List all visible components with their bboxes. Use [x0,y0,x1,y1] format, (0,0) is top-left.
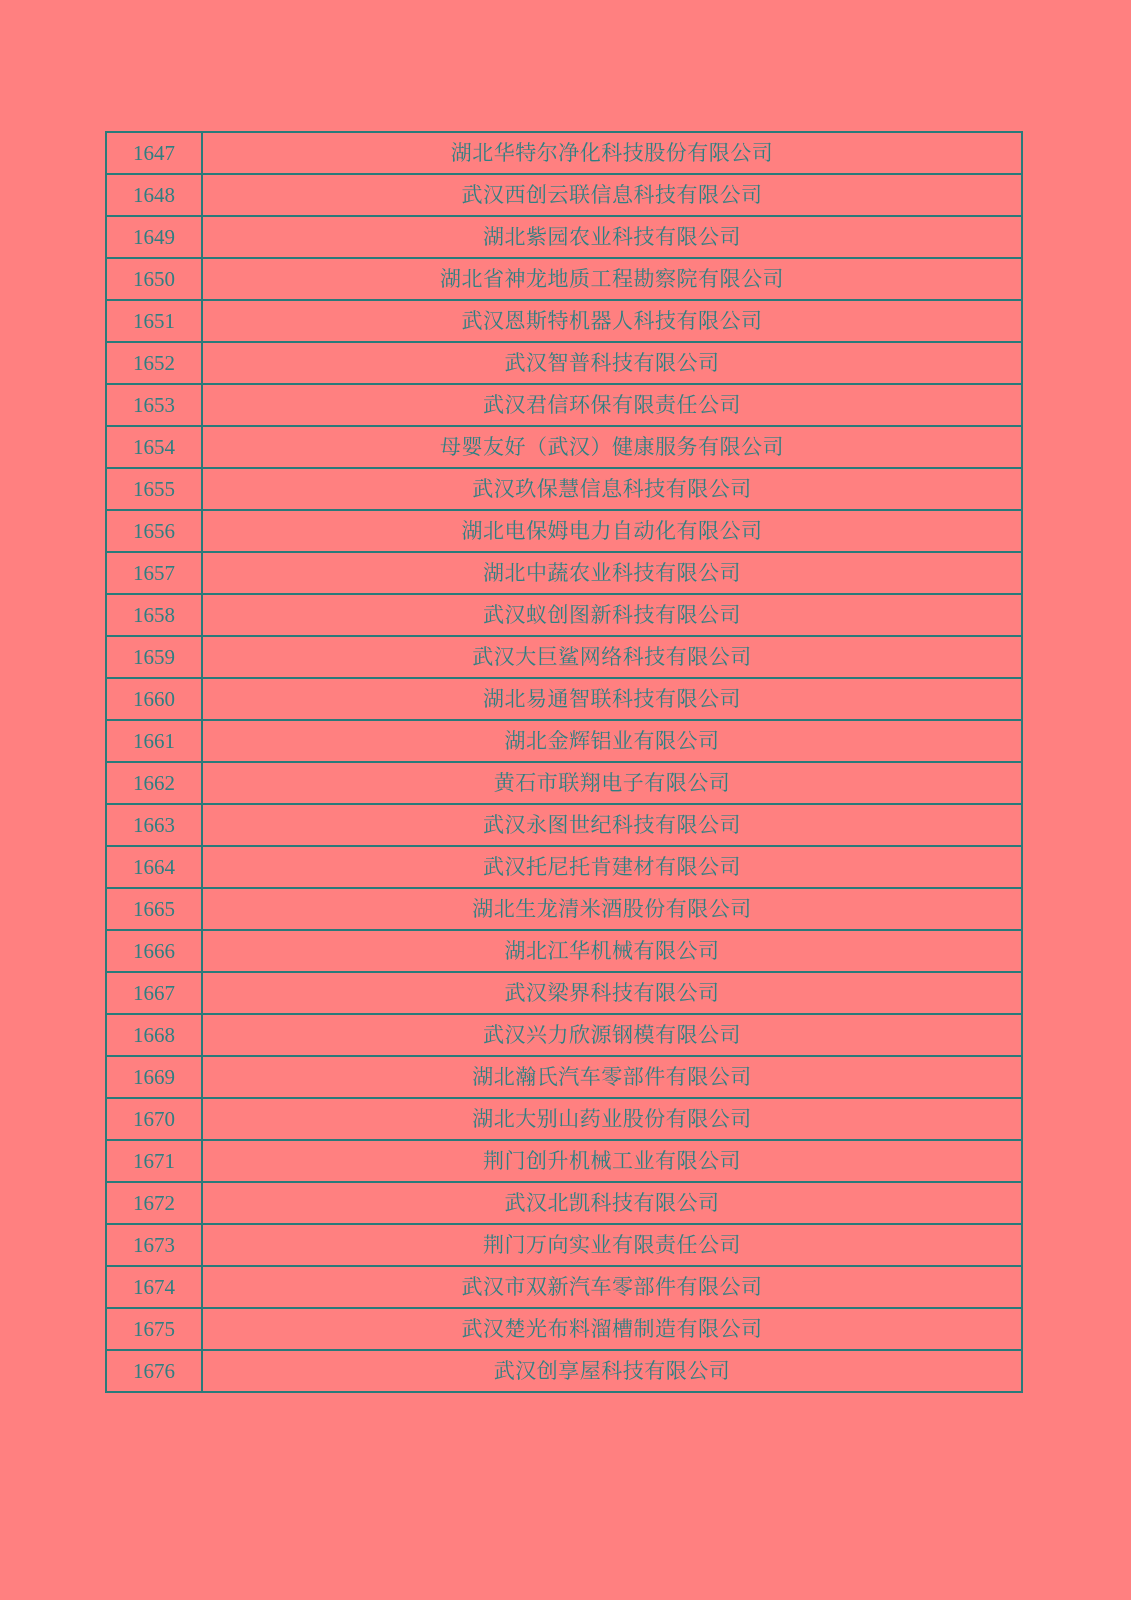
table-row [106,342,1022,384]
table-row [106,1140,1022,1182]
company-name: 武汉兴力欣源钢模有限公司 [202,1014,1022,1056]
company-name: 湖北紫园农业科技有限公司 [202,216,1022,258]
row-number: 1660 [106,678,202,720]
row-number: 1658 [106,594,202,636]
row-number: 1659 [106,636,202,678]
table-row [106,972,1022,1014]
company-name: 湖北瀚氏汽车零部件有限公司 [202,1056,1022,1098]
table-row [106,132,1022,174]
table-row [106,468,1022,510]
table-row [106,1266,1022,1308]
company-name: 武汉君信环保有限责任公司 [202,384,1022,426]
row-number: 1654 [106,426,202,468]
row-number: 1673 [106,1224,202,1266]
company-name: 武汉西创云联信息科技有限公司 [202,174,1022,216]
row-number: 1647 [106,132,202,174]
company-name: 母婴友好（武汉）健康服务有限公司 [202,426,1022,468]
company-name: 湖北易通智联科技有限公司 [202,678,1022,720]
table-row [106,1182,1022,1224]
company-name: 武汉永图世纪科技有限公司 [202,804,1022,846]
company-name: 武汉大巨鲨网络科技有限公司 [202,636,1022,678]
row-number: 1664 [106,846,202,888]
row-number: 1655 [106,468,202,510]
row-number: 1668 [106,1014,202,1056]
company-name: 武汉梁界科技有限公司 [202,972,1022,1014]
table-row [106,1350,1022,1392]
row-number: 1649 [106,216,202,258]
row-number: 1669 [106,1056,202,1098]
row-number: 1650 [106,258,202,300]
table-row [106,1098,1022,1140]
row-number: 1670 [106,1098,202,1140]
table-row [106,846,1022,888]
company-name: 湖北华特尔净化科技股份有限公司 [202,132,1022,174]
company-name: 湖北中蔬农业科技有限公司 [202,552,1022,594]
company-name: 武汉楚光布料溜槽制造有限公司 [202,1308,1022,1350]
row-number: 1663 [106,804,202,846]
company-name: 湖北省神龙地质工程勘察院有限公司 [202,258,1022,300]
row-number: 1676 [106,1350,202,1392]
table-row [106,636,1022,678]
table-row [106,258,1022,300]
row-number: 1652 [106,342,202,384]
row-number: 1651 [106,300,202,342]
table-row [106,384,1022,426]
company-name: 黄石市联翔电子有限公司 [202,762,1022,804]
table-row [106,804,1022,846]
row-number: 1661 [106,720,202,762]
company-name: 武汉创享屋科技有限公司 [202,1350,1022,1392]
company-name: 武汉托尼托肯建材有限公司 [202,846,1022,888]
table-row [106,720,1022,762]
company-name: 武汉玖保慧信息科技有限公司 [202,468,1022,510]
table-row [106,762,1022,804]
table-row [106,930,1022,972]
company-name: 荆门万向实业有限责任公司 [202,1224,1022,1266]
row-number: 1662 [106,762,202,804]
company-name: 湖北生龙清米酒股份有限公司 [202,888,1022,930]
table-row [106,426,1022,468]
row-number: 1674 [106,1266,202,1308]
company-name: 荆门创升机械工业有限公司 [202,1140,1022,1182]
row-number: 1656 [106,510,202,552]
row-number: 1675 [106,1308,202,1350]
table-row [106,888,1022,930]
company-name: 武汉智普科技有限公司 [202,342,1022,384]
row-number: 1672 [106,1182,202,1224]
company-name: 武汉市双新汽车零部件有限公司 [202,1266,1022,1308]
table-row [106,1224,1022,1266]
company-name: 武汉蚁创图新科技有限公司 [202,594,1022,636]
table-row [106,1308,1022,1350]
row-number: 1657 [106,552,202,594]
table-row [106,1014,1022,1056]
row-number: 1671 [106,1140,202,1182]
row-number: 1666 [106,930,202,972]
table-body [106,132,1022,1392]
table-row [106,594,1022,636]
row-number: 1665 [106,888,202,930]
company-name: 湖北金辉铝业有限公司 [202,720,1022,762]
company-list-table [105,131,1023,1393]
table-row [106,552,1022,594]
company-name: 武汉恩斯特机器人科技有限公司 [202,300,1022,342]
table-row [106,510,1022,552]
company-name: 湖北电保姆电力自动化有限公司 [202,510,1022,552]
company-name: 武汉北凯科技有限公司 [202,1182,1022,1224]
company-name: 湖北大别山药业股份有限公司 [202,1098,1022,1140]
row-number: 1667 [106,972,202,1014]
row-number: 1648 [106,174,202,216]
table-row [106,1056,1022,1098]
row-number: 1653 [106,384,202,426]
table-row [106,678,1022,720]
company-name: 湖北江华机械有限公司 [202,930,1022,972]
table-row [106,300,1022,342]
table-row [106,174,1022,216]
table-row [106,216,1022,258]
